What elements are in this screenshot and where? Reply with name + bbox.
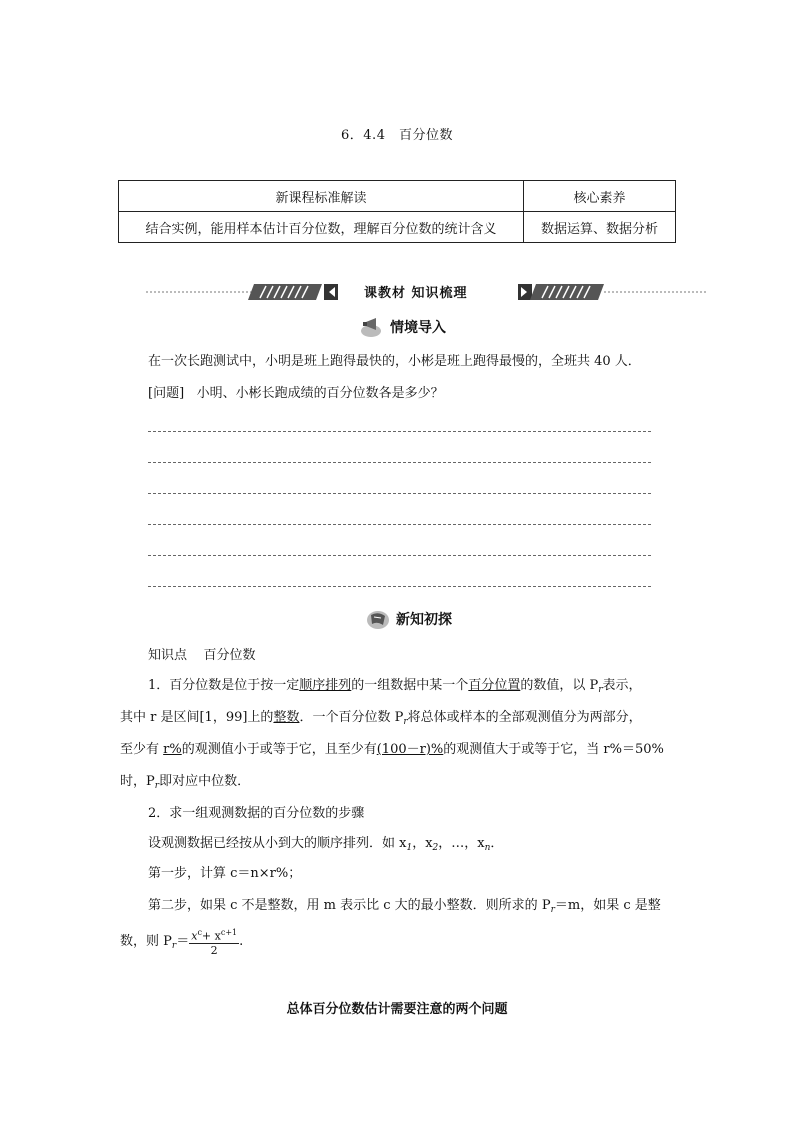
steps-title: 2．求一组观测数据的百分位数的步骤 [148, 806, 365, 821]
definition-line-1 [148, 676, 676, 700]
knowledge-point [148, 646, 256, 666]
text: 设观测数据已经按从小到大的顺序排列．如 x [148, 836, 407, 851]
answer-line [148, 493, 651, 494]
text: 即对应中位数． [159, 774, 251, 789]
answer-line [148, 586, 651, 587]
text: ＝ [176, 933, 190, 949]
section-heading-label: 新知初探 [396, 612, 452, 628]
text: . [239, 933, 244, 949]
text: 表示， [602, 678, 642, 693]
scenario-intro: 在一次长跑测试中，小明是班上跑得最快的，小彬是班上跑得最慢的，全班共 40 人． [148, 354, 641, 369]
subscript: r [171, 940, 177, 951]
text: 的观测值小于或等于它，且至少有 [181, 742, 377, 757]
text: ＝m，如果 c 是整 [554, 898, 661, 913]
standards-table [118, 180, 676, 243]
text: ．一个百分位数 P [299, 710, 404, 725]
text: 第二步，如果 c 不是整数，用 m 表示比 c 大的最小整数．则所求的 P [148, 898, 551, 913]
formula-fraction [189, 926, 239, 957]
key-term: 顺序排列 [299, 678, 352, 693]
denominator: 2 [210, 943, 218, 957]
definition-line-3 [120, 740, 676, 760]
table-header-row [119, 181, 676, 212]
superscript: c+1 [220, 928, 238, 937]
kp-name: 百分位数 [203, 648, 256, 663]
key-term: 整数 [273, 710, 300, 725]
answer-line [148, 462, 651, 463]
step-two [148, 896, 678, 920]
question-text: 小明、小彬长跑成绩的百分位数各是多少？ [196, 386, 444, 401]
definition-line-4 [120, 772, 250, 796]
section-heading-scenario [360, 316, 446, 338]
subscript: 2 [432, 843, 439, 853]
table-header-standard: 新课程标准解读 [119, 181, 524, 212]
text: 至少有 [120, 742, 164, 757]
answer-line [148, 555, 651, 556]
table-row [119, 212, 676, 243]
text: 其中 r 是区间[1，99]上的 [120, 710, 274, 725]
table-cell-literacy: 数据运算、数据分析 [524, 212, 676, 243]
kp-tag: 知识点 [148, 648, 188, 663]
key-term: (100－r)% [376, 742, 444, 757]
page-title: 6．4.4 百分位数 [341, 128, 453, 143]
table-header-literacy: 核心素养 [524, 181, 676, 212]
subscript: n [484, 843, 491, 853]
subscript: r [598, 685, 603, 695]
subscript: r [154, 781, 160, 791]
text: 的一组数据中某一个 [351, 678, 469, 693]
text: ． [490, 836, 504, 851]
text: ，x [412, 836, 433, 851]
subscript: 1 [406, 843, 413, 853]
section-heading-label: 情境导入 [390, 320, 446, 336]
text: 数，则 P [120, 933, 172, 949]
text: ，…，x [438, 836, 485, 851]
megaphone-icon [360, 316, 386, 338]
text: + x [201, 929, 221, 943]
table-cell-standard: 结合实例，能用样本估计百分位数，理解百分位数的统计含义 [119, 212, 524, 243]
key-term: r% [163, 742, 182, 757]
subscript: r [550, 905, 555, 915]
banner-label: 课教材 知识梳理 [360, 282, 472, 301]
section-heading-new-knowledge [366, 608, 452, 630]
subscript: r [403, 717, 408, 727]
key-term: 百分位置 [468, 678, 521, 693]
step-two-formula [120, 926, 243, 957]
step-one: 第一步，计算 c＝n×r%； [148, 866, 302, 881]
text: 的观测值大于或等于它，当 r%＝50% [443, 742, 664, 757]
answer-line [148, 524, 651, 525]
question-tag: [问题] [148, 386, 185, 401]
definition-line-2 [120, 708, 676, 732]
text: x [191, 929, 198, 943]
answer-line [148, 431, 651, 432]
text: 时，P [120, 774, 155, 789]
book-icon [366, 608, 392, 630]
steps-setup [148, 834, 503, 858]
scenario-question [148, 384, 444, 404]
superscript: c [197, 928, 202, 937]
text: 1．百分位数是位于按一定 [148, 678, 300, 693]
text: 将总体或样本的全部观测值分为两部分， [407, 710, 642, 725]
footer-title: 总体百分位数估计需要注意的两个问题 [286, 1002, 508, 1017]
text: 的数值，以 P [520, 678, 599, 693]
